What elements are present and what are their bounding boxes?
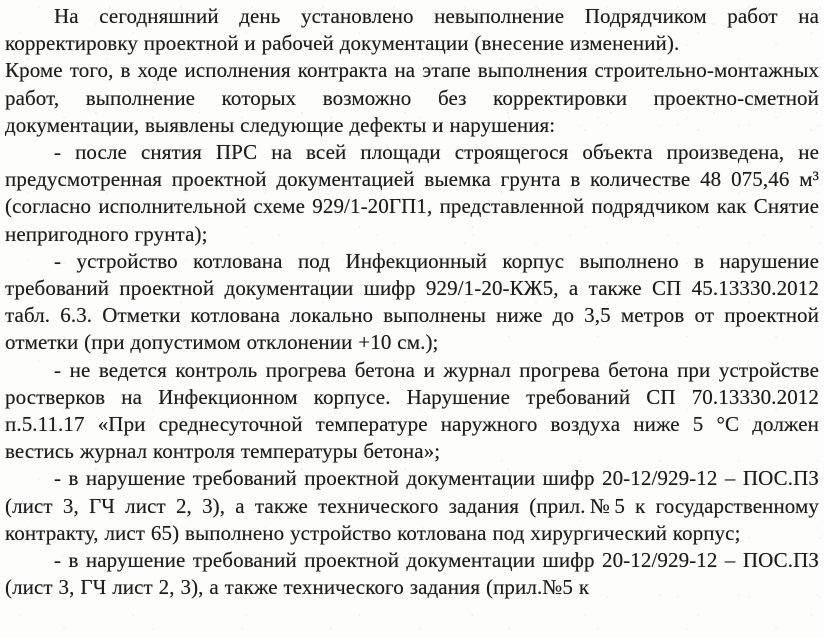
defect-item-3: - не ведется контроль прогрева бетона и журнал прогрева бетона при устройстве ростверков на Инфекционном корпусе. Нарушение требований СП 70.13330.2012 п.5.11.17 «При среднесуточной температуре наружного воздуха ниже 5 °С должен вестись журнал контроля температуры бетона»; xyxy=(5,357,819,464)
defect-item-1: - после снятия ПРС на всей площади строящегося объекта произведена, не предусмотренная проектной документацией выемка грунта в количестве 48 075,46 м³ (согласно исполнительной схеме 929/1-20ГП1, представленной подрядчиком как Снятие непригодного грунта); xyxy=(5,140,819,246)
paragraph-intro-2: Кроме того, в ходе исполнения контракта на этапе выполнения строительно-монтажных работ, выполнение которых возможно без корректировки проектно-сметной документации, выявлены следующие дефекты и нарушения: xyxy=(5,58,819,137)
defect-item-4: - в нарушение требований проектной документации шифр 20-12/929-12 – ПОС.ПЗ (лист 3, ГЧ лист 2, 3), а также технического задания (прил.№5 к государственному контракту, лист 65) выполнено устройство котлована под хирургический корпус; xyxy=(5,466,819,545)
defect-item-2: - устройство котлована под Инфекционный корпус выполнено в нарушение требований проектной документации шифр 929/1-20-КЖ5, а также СП 45.13330.2012 табл. 6.3. Отметки котлована локально выполнены ниже до 3,5 метров от проектной отметки (при допустимом отклонении +10 см.); xyxy=(5,248,819,355)
defect-item-5-truncated: - в нарушение требований проектной документации шифр 20-12/929-12 – ПОС.ПЗ (лист 3, ГЧ лист 2, 3), а также технического задания (прил.№5 к xyxy=(5,548,819,600)
paragraph-intro-1: На сегодняшний день установлено невыполнение Подрядчиком работ на корректировку проектной и рабочей документации (внесение изменений). xyxy=(5,4,819,56)
